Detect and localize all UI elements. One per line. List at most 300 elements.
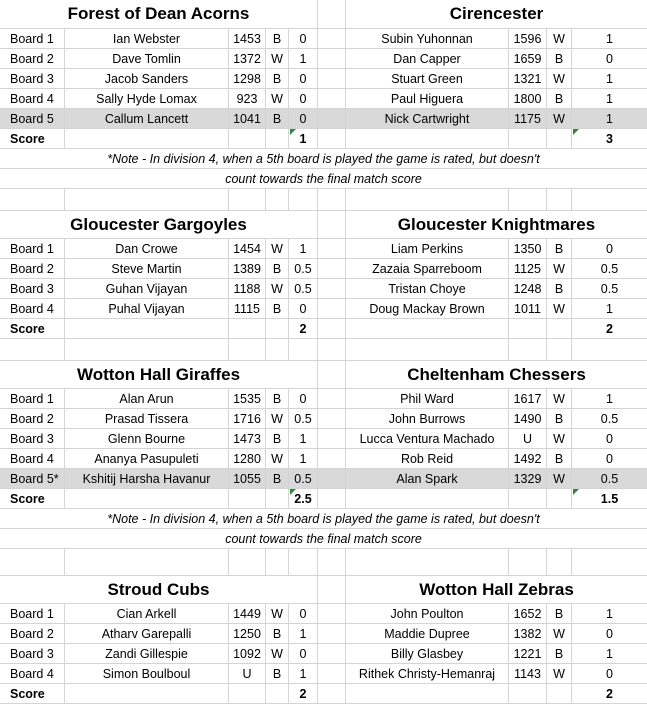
away-colour[interactable]: B (547, 409, 572, 428)
away-player[interactable]: Alan Spark (346, 469, 509, 488)
away-colour[interactable]: W (547, 29, 572, 48)
home-colour[interactable]: W (266, 409, 289, 428)
away-player[interactable]: Stuart Green (346, 69, 509, 88)
board-row (0, 29, 647, 49)
home-result[interactable]: 0 (289, 299, 318, 318)
board-label[interactable]: Board 2 (0, 49, 65, 68)
away-player[interactable]: Maddie Dupree (346, 624, 509, 643)
away-colour[interactable]: B (547, 49, 572, 68)
away-rating[interactable]: 1659 (509, 49, 547, 68)
spacer-cell[interactable] (318, 129, 346, 148)
empty-cell[interactable] (509, 489, 547, 508)
spacer-cell[interactable] (318, 624, 346, 643)
home-rating[interactable]: 1449 (229, 604, 266, 623)
empty-cell[interactable] (572, 339, 647, 360)
empty-cell[interactable] (547, 489, 572, 508)
home-player[interactable]: Zandi Gillespie (65, 644, 229, 663)
away-player[interactable]: John Poulton (346, 604, 509, 623)
board-row (0, 644, 647, 664)
away-colour[interactable]: B (547, 604, 572, 623)
empty-cell[interactable] (65, 684, 229, 703)
away-rating[interactable]: 1652 (509, 604, 547, 623)
empty-cell[interactable] (266, 129, 289, 148)
empty-cell[interactable] (65, 189, 229, 210)
home-team-name[interactable]: Stroud Cubs (0, 576, 318, 603)
empty-cell[interactable] (547, 549, 572, 575)
empty-cell[interactable] (509, 129, 547, 148)
empty-cell[interactable] (266, 319, 289, 338)
home-rating[interactable]: 1716 (229, 409, 266, 428)
board-label[interactable]: Board 3 (0, 69, 65, 88)
blank-row (0, 339, 647, 361)
home-colour[interactable]: W (266, 644, 289, 663)
away-player[interactable]: Billy Glasbey (346, 644, 509, 663)
spacer-cell[interactable] (318, 604, 346, 623)
score-label[interactable]: Score (0, 684, 65, 703)
away-rating[interactable]: 1143 (509, 664, 547, 683)
away-player[interactable]: Paul Higuera (346, 89, 509, 108)
spacer-cell[interactable] (318, 259, 346, 278)
score-row (0, 489, 647, 509)
away-colour[interactable]: W (547, 299, 572, 318)
score-label[interactable]: Score (0, 319, 65, 338)
away-colour[interactable]: W (547, 469, 572, 488)
away-result[interactable]: 0.5 (600, 411, 619, 426)
note-row (0, 169, 647, 189)
home-result[interactable]: 1 (289, 664, 318, 683)
division-note[interactable]: *Note - In division 4, when a 5th board is played the game is rated, but doesn't (107, 511, 540, 526)
board-row (0, 604, 647, 624)
home-colour[interactable]: W (266, 239, 289, 258)
home-result[interactable]: 0 (289, 389, 318, 408)
score-row (0, 129, 647, 149)
home-rating[interactable]: 1453 (229, 29, 266, 48)
empty-cell[interactable] (266, 489, 289, 508)
away-result[interactable]: 0 (606, 51, 613, 66)
away-team-name[interactable]: Cirencester (449, 4, 544, 23)
empty-cell[interactable] (266, 189, 289, 210)
board-label[interactable]: Board 5* (0, 469, 65, 488)
home-colour[interactable]: W (266, 89, 289, 108)
board-label[interactable]: Board 4 (0, 299, 65, 318)
home-colour[interactable]: B (266, 624, 289, 643)
away-player[interactable]: Zazaia Sparreboom (346, 259, 509, 278)
board-row (0, 664, 647, 684)
empty-cell[interactable] (289, 339, 318, 360)
away-result[interactable]: 0 (606, 451, 613, 466)
away-rating[interactable]: 1492 (509, 449, 547, 468)
blank-row (0, 549, 647, 576)
away-colour[interactable]: W (547, 429, 572, 448)
home-rating[interactable]: 1041 (229, 109, 266, 128)
away-total-score[interactable]: 2 (606, 321, 613, 336)
home-player[interactable]: Guhan Vijayan (65, 279, 229, 298)
home-rating[interactable]: 1280 (229, 449, 266, 468)
empty-cell[interactable] (572, 549, 647, 575)
spacer-cell[interactable] (318, 684, 346, 703)
away-rating[interactable]: 1382 (509, 624, 547, 643)
empty-cell[interactable] (547, 129, 572, 148)
empty-cell[interactable] (0, 189, 65, 210)
division-note[interactable]: *Note - In division 4, when a 5th board is played the game is rated, but doesn't (107, 151, 540, 166)
spacer-cell[interactable] (318, 489, 346, 508)
home-result[interactable]: 1 (289, 624, 318, 643)
empty-cell[interactable] (266, 684, 289, 703)
home-total-score[interactable]: 1 (289, 129, 318, 148)
home-colour[interactable]: W (266, 49, 289, 68)
away-result[interactable]: 1 (606, 646, 613, 661)
empty-cell[interactable] (346, 489, 509, 508)
empty-cell[interactable] (65, 129, 229, 148)
home-player[interactable]: Dan Crowe (65, 239, 229, 258)
home-rating[interactable]: 1188 (229, 279, 266, 298)
division-note[interactable]: count towards the final match score (225, 171, 422, 186)
home-result[interactable]: 0 (289, 109, 318, 128)
away-player[interactable]: Rob Reid (346, 449, 509, 468)
home-rating[interactable]: 1372 (229, 49, 266, 68)
home-colour[interactable]: B (266, 469, 289, 488)
spacer-cell[interactable] (318, 69, 346, 88)
away-player[interactable]: Tristan Choye (346, 279, 509, 298)
spacer-cell[interactable] (318, 189, 346, 210)
away-result[interactable]: 0.5 (600, 261, 619, 276)
home-team-name[interactable]: Gloucester Gargoyles (0, 211, 318, 238)
spacer-cell[interactable] (318, 389, 346, 408)
empty-cell[interactable] (229, 189, 266, 210)
home-rating[interactable]: 1473 (229, 429, 266, 448)
spacer-cell[interactable] (318, 319, 346, 338)
away-result[interactable]: 0.5 (600, 471, 619, 486)
away-player[interactable]: Liam Perkins (346, 239, 509, 258)
board-label[interactable]: Board 3 (0, 644, 65, 663)
empty-cell[interactable] (509, 319, 547, 338)
away-colour[interactable]: B (547, 449, 572, 468)
board-label[interactable]: Board 4 (0, 664, 65, 683)
spacer-cell[interactable] (318, 664, 346, 683)
away-colour[interactable]: W (547, 389, 572, 408)
away-rating[interactable]: 1221 (509, 644, 547, 663)
home-rating[interactable]: 1115 (229, 299, 266, 318)
home-rating[interactable]: 1535 (229, 389, 266, 408)
home-colour[interactable]: B (266, 389, 289, 408)
away-total-score[interactable]: 3 (606, 131, 613, 146)
away-result[interactable]: 1 (606, 91, 613, 106)
empty-cell[interactable] (229, 549, 266, 575)
away-team-name[interactable]: Cheltenham Chessers (407, 364, 586, 384)
home-rating[interactable]: 1055 (229, 469, 266, 488)
home-result[interactable]: 0 (289, 604, 318, 623)
home-player[interactable]: Steve Martin (65, 259, 229, 278)
board-label[interactable]: Board 1 (0, 604, 65, 623)
spacer-cell[interactable] (318, 429, 346, 448)
board-row (0, 69, 647, 89)
spacer-cell[interactable] (318, 469, 346, 488)
home-rating[interactable]: 923 (229, 89, 266, 108)
empty-cell[interactable] (229, 339, 266, 360)
spacer-cell[interactable] (318, 279, 346, 298)
home-rating[interactable]: U (229, 664, 266, 683)
empty-cell[interactable] (509, 339, 547, 360)
cell-comment-marker (573, 489, 579, 495)
match-header-row (0, 0, 647, 29)
empty-cell[interactable] (289, 549, 318, 575)
empty-cell[interactable] (547, 319, 572, 338)
home-player[interactable]: Prasad Tissera (65, 409, 229, 428)
home-colour[interactable]: W (266, 449, 289, 468)
empty-cell[interactable] (509, 549, 547, 575)
empty-cell[interactable] (65, 339, 229, 360)
home-colour[interactable]: B (266, 429, 289, 448)
home-rating[interactable]: 1389 (229, 259, 266, 278)
away-colour[interactable]: B (547, 279, 572, 298)
empty-cell[interactable] (509, 684, 547, 703)
board-row (0, 429, 647, 449)
board-row (0, 89, 647, 109)
home-result[interactable]: 0.5 (289, 409, 318, 428)
away-rating[interactable]: 1321 (509, 69, 547, 88)
empty-cell[interactable] (346, 549, 509, 575)
cell-comment-marker (573, 129, 579, 135)
away-colour[interactable]: W (547, 69, 572, 88)
home-colour[interactable]: B (266, 299, 289, 318)
away-result[interactable]: 1 (606, 111, 613, 126)
empty-cell[interactable] (0, 339, 65, 360)
home-player[interactable]: Cian Arkell (65, 604, 229, 623)
score-label[interactable]: Score (0, 489, 65, 508)
away-result[interactable]: 1 (606, 391, 613, 406)
home-player[interactable]: Callum Lancett (65, 109, 229, 128)
away-result[interactable]: 1 (606, 301, 613, 316)
home-team-name[interactable]: Forest of Dean Acorns (0, 0, 318, 28)
away-result[interactable]: 1 (606, 31, 613, 46)
board-label[interactable]: Board 1 (0, 239, 65, 258)
away-total-score[interactable]: 1.5 (600, 491, 619, 506)
board-label[interactable]: Board 4 (0, 89, 65, 108)
note-row (0, 149, 647, 169)
away-result[interactable]: 1 (606, 71, 613, 86)
spacer-cell[interactable] (318, 239, 346, 258)
away-rating[interactable]: 1011 (509, 299, 547, 318)
home-rating[interactable]: 1454 (229, 239, 266, 258)
away-player[interactable]: Rithek Christy-Hemanraj (346, 664, 509, 683)
home-colour[interactable]: B (266, 109, 289, 128)
away-rating[interactable]: 1617 (509, 389, 547, 408)
board-label[interactable]: Board 2 (0, 259, 65, 278)
away-total-score[interactable]: 2 (606, 686, 613, 701)
home-result[interactable]: 0 (289, 644, 318, 663)
home-colour[interactable]: W (266, 279, 289, 298)
away-player[interactable]: Dan Capper (346, 49, 509, 68)
home-colour[interactable]: W (266, 604, 289, 623)
empty-cell[interactable] (346, 319, 509, 338)
spacer-cell[interactable] (318, 644, 346, 663)
empty-cell[interactable] (289, 189, 318, 210)
away-colour[interactable]: B (547, 89, 572, 108)
empty-cell[interactable] (346, 189, 509, 210)
away-colour[interactable]: W (547, 109, 572, 128)
spacer-cell[interactable] (318, 49, 346, 68)
away-colour[interactable]: W (547, 664, 572, 683)
away-rating[interactable]: 1175 (509, 109, 547, 128)
empty-cell[interactable] (547, 684, 572, 703)
away-rating[interactable]: 1490 (509, 409, 547, 428)
home-result[interactable]: 1 (289, 429, 318, 448)
board-row (0, 409, 647, 429)
home-player[interactable]: Ananya Pasupuleti (65, 449, 229, 468)
home-rating[interactable]: 1298 (229, 69, 266, 88)
spacer-cell[interactable] (318, 299, 346, 318)
empty-cell[interactable] (346, 339, 509, 360)
empty-cell[interactable] (547, 339, 572, 360)
empty-cell[interactable] (65, 319, 229, 338)
spacer-cell[interactable] (318, 361, 346, 388)
home-result[interactable]: 0 (289, 89, 318, 108)
board-row (0, 389, 647, 409)
spacer-cell[interactable] (318, 409, 346, 428)
away-player[interactable]: John Burrows (346, 409, 509, 428)
board-label[interactable]: Board 3 (0, 429, 65, 448)
home-player[interactable]: Alan Arun (65, 389, 229, 408)
empty-cell[interactable] (346, 129, 509, 148)
home-result[interactable]: 1 (289, 239, 318, 258)
spacer-cell[interactable] (318, 549, 346, 575)
spacer-cell[interactable] (318, 89, 346, 108)
spacer-cell[interactable] (318, 29, 346, 48)
board-row (0, 49, 647, 69)
away-player[interactable]: Lucca Ventura Machado (346, 429, 509, 448)
board-label[interactable]: Board 2 (0, 409, 65, 428)
empty-cell[interactable] (572, 189, 647, 210)
away-rating[interactable]: 1800 (509, 89, 547, 108)
home-total-score[interactable]: 2.5 (289, 489, 318, 508)
empty-cell[interactable] (229, 129, 266, 148)
spacer-cell[interactable] (318, 0, 346, 28)
home-result[interactable]: 0.5 (289, 469, 318, 488)
away-player[interactable]: Doug Mackay Brown (346, 299, 509, 318)
home-player[interactable]: Ian Webster (65, 29, 229, 48)
home-result[interactable]: 0.5 (289, 259, 318, 278)
spacer-cell[interactable] (318, 339, 346, 360)
away-rating[interactable]: 1248 (509, 279, 547, 298)
away-player[interactable]: Nick Cartwright (346, 109, 509, 128)
home-team-name[interactable]: Wotton Hall Giraffes (0, 361, 318, 388)
home-total-score[interactable]: 2 (289, 319, 318, 338)
empty-cell[interactable] (229, 319, 266, 338)
home-colour[interactable]: B (266, 259, 289, 278)
home-colour[interactable]: B (266, 29, 289, 48)
note-row (0, 509, 647, 529)
empty-cell[interactable] (229, 489, 266, 508)
board-row (0, 624, 647, 644)
away-result[interactable]: 0.5 (600, 281, 619, 296)
home-colour[interactable]: B (266, 69, 289, 88)
cell-comment-marker (290, 489, 296, 495)
board-label[interactable]: Board 1 (0, 29, 65, 48)
score-label[interactable]: Score (0, 129, 65, 148)
away-rating[interactable]: 1350 (509, 239, 547, 258)
empty-cell[interactable] (65, 489, 229, 508)
away-player[interactable]: Phil Ward (346, 389, 509, 408)
empty-cell[interactable] (547, 189, 572, 210)
match-header-row (0, 361, 647, 389)
empty-cell[interactable] (0, 549, 65, 575)
home-player[interactable]: Dave Tomlin (65, 49, 229, 68)
home-total-score[interactable]: 2 (289, 684, 318, 703)
note-row (0, 529, 647, 549)
spacer-cell[interactable] (318, 109, 346, 128)
home-result[interactable]: 0 (289, 29, 318, 48)
match-header-row (0, 576, 647, 604)
empty-cell[interactable] (346, 684, 509, 703)
away-result[interactable]: 0 (606, 431, 613, 446)
away-rating[interactable]: 1596 (509, 29, 547, 48)
score-row (0, 319, 647, 339)
home-player[interactable]: Puhal Vijayan (65, 299, 229, 318)
board-row (0, 239, 647, 259)
away-player[interactable]: Subin Yuhonnan (346, 29, 509, 48)
away-colour[interactable]: W (547, 624, 572, 643)
board-row (0, 449, 647, 469)
spacer-cell[interactable] (318, 211, 346, 238)
away-result[interactable]: 1 (606, 606, 613, 621)
home-player[interactable]: Atharv Garepalli (65, 624, 229, 643)
home-rating[interactable]: 1250 (229, 624, 266, 643)
empty-cell[interactable] (509, 189, 547, 210)
away-colour[interactable]: B (547, 644, 572, 663)
away-rating[interactable]: 1125 (509, 259, 547, 278)
away-result[interactable]: 0 (606, 626, 613, 641)
away-colour[interactable]: B (547, 239, 572, 258)
home-rating[interactable]: 1092 (229, 644, 266, 663)
home-player[interactable]: Jacob Sanders (65, 69, 229, 88)
match-header-row (0, 211, 647, 239)
spacer-cell[interactable] (318, 576, 346, 603)
empty-cell[interactable] (65, 549, 229, 575)
away-rating[interactable]: U (509, 429, 547, 448)
blank-row (0, 189, 647, 211)
empty-cell[interactable] (266, 549, 289, 575)
board-label[interactable]: Board 1 (0, 389, 65, 408)
board-label[interactable]: Board 3 (0, 279, 65, 298)
home-result[interactable]: 1 (289, 49, 318, 68)
away-result[interactable]: 0 (606, 241, 613, 256)
board-label[interactable]: Board 4 (0, 449, 65, 468)
home-player[interactable]: Sally Hyde Lomax (65, 89, 229, 108)
empty-cell[interactable] (266, 339, 289, 360)
spacer-cell[interactable] (318, 449, 346, 468)
away-team-name[interactable]: Wotton Hall Zebras (419, 579, 574, 599)
empty-cell[interactable] (229, 684, 266, 703)
board-row (0, 299, 647, 319)
board-row (0, 109, 647, 129)
board-row (0, 259, 647, 279)
board-label[interactable]: Board 2 (0, 624, 65, 643)
home-colour[interactable]: B (266, 664, 289, 683)
home-player[interactable]: Simon Boulboul (65, 664, 229, 683)
away-team-name[interactable]: Gloucester Knightmares (397, 214, 596, 234)
away-colour[interactable]: W (547, 259, 572, 278)
home-player[interactable]: Kshitij Harsha Havanur (65, 469, 229, 488)
home-result[interactable]: 1 (289, 449, 318, 468)
division-note[interactable]: count towards the final match score (225, 531, 422, 546)
away-result[interactable]: 0 (606, 666, 613, 681)
home-result[interactable]: 0 (289, 69, 318, 88)
board-label[interactable]: Board 5 (0, 109, 65, 128)
away-rating[interactable]: 1329 (509, 469, 547, 488)
home-result[interactable]: 0.5 (289, 279, 318, 298)
board-row (0, 279, 647, 299)
home-player[interactable]: Glenn Bourne (65, 429, 229, 448)
